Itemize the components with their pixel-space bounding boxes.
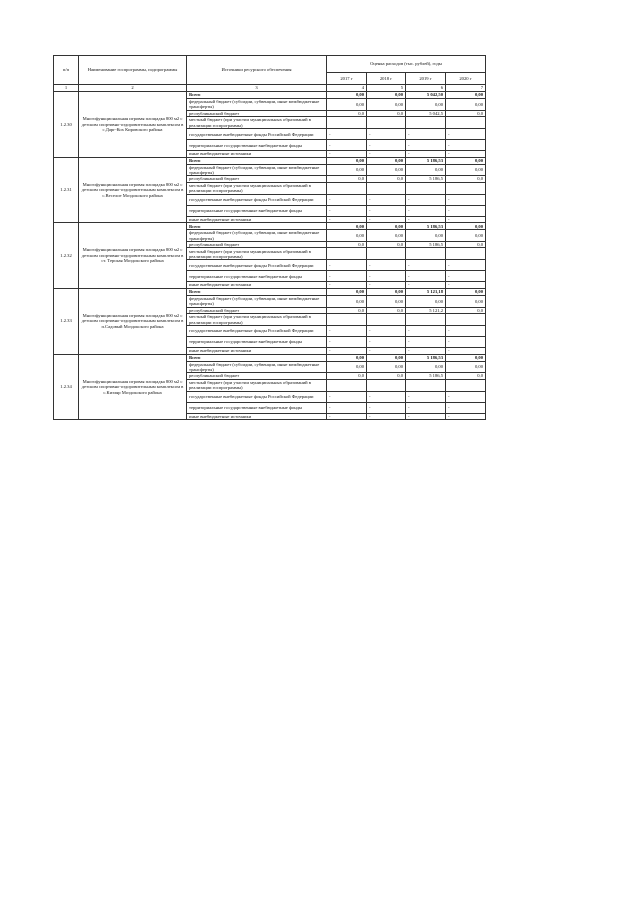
funding-source: местный бюджет (при участии муниципальных образований в реализации госпрограммы) [187, 117, 327, 129]
amount-cell: 0,0 [446, 110, 486, 116]
amount-cell: 0,00 [367, 288, 406, 295]
table-row [54, 157, 486, 164]
amount-cell: 0,0 [367, 176, 406, 182]
amount-cell: 0,00 [367, 361, 406, 373]
funding-source: Всего [187, 223, 327, 230]
funding-source: иные внебюджетные источники [187, 282, 327, 288]
amount-cell: 0,0 [327, 110, 367, 116]
amount-cell: 0,0 [446, 307, 486, 313]
funding-source: территориальные государственные внебюджетные фонды [187, 205, 327, 216]
amount-cell: 0,00 [327, 288, 367, 295]
amount-cell: 0,00 [406, 361, 446, 373]
amount-cell: 0,00 [446, 157, 486, 164]
header-year: 2018 г [367, 73, 406, 85]
funding-source: территориальные государственные внебюджетные фонды [187, 140, 327, 151]
amount-cell: 5 186,5 [406, 176, 446, 182]
amount-cell: 0,00 [367, 295, 406, 307]
funding-source: иные внебюджетные источники [187, 348, 327, 354]
row-index: 1.2.32 [54, 223, 79, 289]
header-idx: п/п [54, 56, 79, 85]
amount-cell: - [327, 391, 367, 402]
amount-cell: 5 042,5 [406, 110, 446, 116]
amount-cell: 0,0 [367, 307, 406, 313]
amount-cell: - [446, 151, 486, 157]
funding-source: иные внебюджетные источники [187, 216, 327, 222]
col-number: 5 [367, 85, 406, 92]
funding-source: государственные внебюджетные фонды Российской Федерации [187, 326, 327, 337]
amount-cell [406, 182, 446, 194]
amount-cell: 0,00 [327, 92, 367, 99]
amount-cell: 0,00 [446, 164, 486, 176]
funding-source: республиканский бюджет [187, 307, 327, 313]
table-row [54, 223, 486, 230]
amount-cell: - [367, 348, 406, 354]
header-estimate: Оценка расходов (тыс. рублей), годы [327, 56, 486, 73]
funding-source: государственные внебюджетные фонды Российской Федерации [187, 129, 327, 140]
amount-cell: - [327, 216, 367, 222]
col-number: 7 [446, 85, 486, 92]
funding-source: местный бюджет (при участии муниципальных образований в реализации госпрограммы) [187, 314, 327, 326]
amount-cell: 0,00 [327, 164, 367, 176]
amount-cell: - [406, 282, 446, 288]
funding-source: федеральный бюджет (субсидии, субвенции, иные межбюджетные трансферты) [187, 361, 327, 373]
amount-cell: - [327, 260, 367, 271]
amount-cell: - [446, 271, 486, 282]
program-name: Многофункциональная игровая площадка 800 м2 с детским спортивно-оздоровительным комплексом в п.Садовый Моздокского района [79, 288, 187, 354]
table-body [54, 92, 486, 420]
amount-cell: - [327, 402, 367, 413]
amount-cell [446, 314, 486, 326]
amount-cell: - [367, 151, 406, 157]
amount-cell: - [406, 326, 446, 337]
amount-cell [367, 379, 406, 391]
col-number: 6 [406, 85, 446, 92]
row-index: 1.2.31 [54, 157, 79, 223]
amount-cell [446, 117, 486, 129]
amount-cell [367, 182, 406, 194]
amount-cell [406, 379, 446, 391]
amount-cell: - [367, 260, 406, 271]
amount-cell: - [327, 271, 367, 282]
amount-cell: - [367, 271, 406, 282]
funding-source: иные внебюджетные источники [187, 151, 327, 157]
amount-cell: - [367, 205, 406, 216]
amount-cell: - [367, 216, 406, 222]
header-year: 2017 г [327, 73, 367, 85]
amount-cell: 5 186,5 [406, 242, 446, 248]
col-number: 1 [54, 85, 79, 92]
amount-cell: - [327, 129, 367, 140]
amount-cell: 5 186,5 [406, 373, 446, 379]
amount-cell: - [446, 129, 486, 140]
funding-source: республиканский бюджет [187, 242, 327, 248]
amount-cell: 0,0 [327, 242, 367, 248]
funding-source: иные внебюджетные источники [187, 413, 327, 419]
amount-cell: 5 186,53 [406, 354, 446, 361]
amount-cell: - [367, 129, 406, 140]
amount-cell: - [446, 260, 486, 271]
amount-cell: 0,00 [327, 354, 367, 361]
funding-source: Всего [187, 92, 327, 99]
amount-cell: 0,00 [446, 92, 486, 99]
row-index: 1.2.33 [54, 288, 79, 354]
amount-cell: 5 186,53 [406, 157, 446, 164]
funding-source: территориальные государственные внебюджетные фонды [187, 337, 327, 348]
amount-cell: - [406, 194, 446, 205]
table-header [54, 56, 486, 92]
table-row [54, 288, 486, 295]
program-name: Многофункциональная игровая площадка 800 м2 с детским спортивно-оздоровительным комплексом в с.Дарг-Кох Кировского района [79, 92, 187, 158]
amount-cell: 5 121,2 [406, 307, 446, 313]
funding-source: Всего [187, 288, 327, 295]
funding-source: государственные внебюджетные фонды Российской Федерации [187, 391, 327, 402]
amount-cell: - [367, 326, 406, 337]
amount-cell: - [327, 205, 367, 216]
funding-source: Всего [187, 354, 327, 361]
funding-source: местный бюджет (при участии муниципальных образований в реализации госпрограммы) [187, 248, 327, 260]
amount-cell: - [446, 413, 486, 419]
amount-cell: 0,00 [327, 230, 367, 242]
amount-cell: - [406, 129, 446, 140]
amount-cell: - [367, 140, 406, 151]
header-source: Источники ресурсного обеспечения [187, 56, 327, 85]
amount-cell: - [446, 205, 486, 216]
table-row [54, 92, 486, 99]
amount-cell [367, 248, 406, 260]
amount-cell: - [327, 348, 367, 354]
amount-cell: 0,0 [367, 373, 406, 379]
amount-cell: - [406, 216, 446, 222]
amount-cell [367, 314, 406, 326]
amount-cell: - [327, 282, 367, 288]
amount-cell: 0,00 [446, 288, 486, 295]
amount-cell: - [367, 413, 406, 419]
row-index: 1.2.34 [54, 354, 79, 420]
amount-cell [327, 379, 367, 391]
funding-source: территориальные государственные внебюджетные фонды [187, 402, 327, 413]
amount-cell: - [406, 391, 446, 402]
program-name: Многофункциональная игровая площадка 800 м2 с детским спортивно-оздоровительным комплексом в с.Кизляр Моздокского района [79, 354, 187, 420]
amount-cell: 0,00 [406, 99, 446, 111]
col-number: 2 [79, 85, 187, 92]
amount-cell [327, 248, 367, 260]
amount-cell: 0,00 [367, 99, 406, 111]
amount-cell: - [446, 337, 486, 348]
amount-cell: - [406, 413, 446, 419]
amount-cell: - [406, 271, 446, 282]
amount-cell: - [446, 216, 486, 222]
amount-cell: - [327, 151, 367, 157]
funding-source: республиканский бюджет [187, 110, 327, 116]
amount-cell [327, 314, 367, 326]
amount-cell: - [367, 337, 406, 348]
amount-cell: 0,00 [406, 230, 446, 242]
amount-cell [327, 117, 367, 129]
amount-cell: 0,00 [446, 99, 486, 111]
funding-source: территориальные государственные внебюджетные фонды [187, 271, 327, 282]
amount-cell [446, 248, 486, 260]
amount-cell: 0,00 [446, 223, 486, 230]
amount-cell: 0,00 [406, 295, 446, 307]
col-number: 4 [327, 85, 367, 92]
amount-cell: 0,0 [446, 176, 486, 182]
amount-cell: - [406, 205, 446, 216]
amount-cell: 0,00 [367, 223, 406, 230]
row-index: 1.2.30 [54, 92, 79, 158]
amount-cell: 0,00 [367, 354, 406, 361]
header-year: 2020 г [446, 73, 486, 85]
amount-cell: - [406, 140, 446, 151]
budget-table [53, 55, 486, 420]
amount-cell: 0,00 [446, 230, 486, 242]
amount-cell: 0,00 [367, 164, 406, 176]
funding-source: государственные внебюджетные фонды Российской Федерации [187, 194, 327, 205]
amount-cell: - [327, 413, 367, 419]
amount-cell: - [446, 282, 486, 288]
funding-source: местный бюджет (при участии муниципальных образований в реализации госпрограммы) [187, 182, 327, 194]
amount-cell: - [327, 140, 367, 151]
amount-cell: - [446, 194, 486, 205]
amount-cell: - [327, 337, 367, 348]
program-name: Многофункциональная игровая площадка 800 м2 с детским спортивно-оздоровительным комплексом в ст. Терская Моздокского района [79, 223, 187, 289]
funding-source: республиканский бюджет [187, 373, 327, 379]
amount-cell: - [446, 326, 486, 337]
funding-source: республиканский бюджет [187, 176, 327, 182]
amount-cell [406, 314, 446, 326]
amount-cell: 0,0 [446, 373, 486, 379]
amount-cell: - [367, 391, 406, 402]
amount-cell: - [367, 194, 406, 205]
amount-cell [446, 379, 486, 391]
amount-cell: - [406, 260, 446, 271]
amount-cell: 0,00 [446, 295, 486, 307]
funding-source: федеральный бюджет (субсидии, субвенции, иные межбюджетные трансферты) [187, 164, 327, 176]
amount-cell: - [406, 337, 446, 348]
amount-cell: - [446, 348, 486, 354]
header-year: 2019 г [406, 73, 446, 85]
amount-cell: - [327, 194, 367, 205]
amount-cell: 0,0 [327, 176, 367, 182]
funding-source: местный бюджет (при участии муниципальных образований в реализации госпрограммы) [187, 379, 327, 391]
amount-cell: 0,00 [327, 295, 367, 307]
amount-cell: 0,0 [367, 110, 406, 116]
funding-source: государственные внебюджетные фонды Российской Федерации [187, 260, 327, 271]
amount-cell: 0,00 [327, 157, 367, 164]
amount-cell: - [446, 140, 486, 151]
table-row [54, 354, 486, 361]
amount-cell: 0,0 [327, 373, 367, 379]
amount-cell: 0,0 [367, 242, 406, 248]
amount-cell: 5 121,18 [406, 288, 446, 295]
amount-cell [327, 182, 367, 194]
amount-cell: 0,0 [446, 242, 486, 248]
funding-source: федеральный бюджет (субсидии, субвенции, иные межбюджетные трансферты) [187, 99, 327, 111]
amount-cell: 0,00 [446, 354, 486, 361]
amount-cell: 0,00 [367, 157, 406, 164]
amount-cell: 0,00 [367, 92, 406, 99]
funding-source: федеральный бюджет (субсидии, субвенции, иные межбюджетные трансферты) [187, 230, 327, 242]
amount-cell [446, 182, 486, 194]
amount-cell: 5 186,53 [406, 223, 446, 230]
amount-cell: 0,0 [327, 307, 367, 313]
amount-cell: 0,00 [406, 164, 446, 176]
amount-cell: 0,00 [327, 361, 367, 373]
amount-cell [367, 117, 406, 129]
amount-cell: - [406, 151, 446, 157]
amount-cell: - [446, 391, 486, 402]
amount-cell: - [327, 326, 367, 337]
program-name: Многофункциональная игровая площадка 800 м2 с детским спортивно-оздоровительным комплексом в с.Веселое Моздокского района [79, 157, 187, 223]
amount-cell: 0,00 [327, 223, 367, 230]
amount-cell: 0,00 [327, 99, 367, 111]
amount-cell: - [367, 402, 406, 413]
amount-cell: - [406, 402, 446, 413]
amount-cell: 0,00 [367, 230, 406, 242]
amount-cell: - [446, 402, 486, 413]
amount-cell: - [406, 348, 446, 354]
amount-cell: - [367, 282, 406, 288]
amount-cell: 5 042,50 [406, 92, 446, 99]
col-number: 3 [187, 85, 327, 92]
amount-cell: 0,00 [446, 361, 486, 373]
amount-cell [406, 117, 446, 129]
header-name: Наименование госпрограммы, подпрограммы [79, 56, 187, 85]
funding-source: федеральный бюджет (субсидии, субвенции, иные межбюджетные трансферты) [187, 295, 327, 307]
amount-cell [406, 248, 446, 260]
funding-source: Всего [187, 157, 327, 164]
